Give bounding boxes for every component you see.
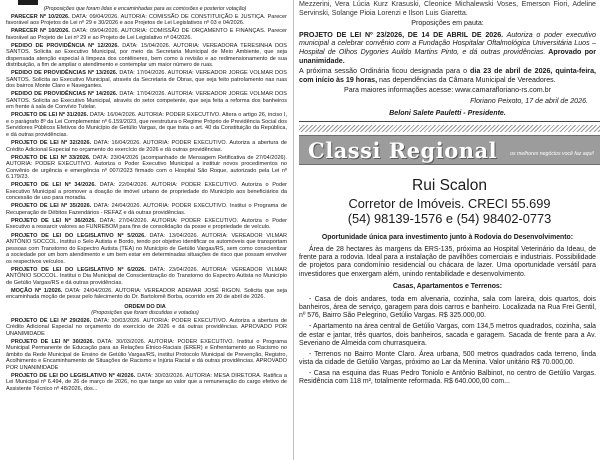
proposition-text: DATA: 17/04/2026. AUTORIA: VEREADOR JORGE VOLMAR DOS SANTOS. Solicita ao Executivo Municipal, através da Secretaria de Obras, que seja feito patrolamento nas ruas dos bairros Monte Claro e Navegantes.	[6, 70, 287, 90]
proposition-title: PROJETO DE LEI DO LEGISLATIVO Nº 6/2026.	[11, 266, 146, 273]
project-title: PROJETO DE LEI Nº 23/2026, DE 14 DE ABRIL DE 2026.	[299, 30, 504, 39]
proposition-entry	[6, 203, 287, 216]
proposition-text: DATA: 23/04/2026 (acompanhado de Mensagem Retificativa de 27/04/2026). AUTORIA: PODER EXECUTIVO. Autoriza o Poder Executivo Municipal a instituir novos procedimentos no Convênio de urgência e emergência nº 007/2023 firmado com o Hospital São Roque, autorizado pela Lei nº 6.179/23.	[6, 154, 287, 181]
column-divider	[293, 0, 294, 460]
proposition-entry	[6, 288, 287, 301]
section-rule	[299, 121, 600, 122]
proposition-text: DATA: 23/04/2026. AUTORIA: VEREADOR VILMAR ANTÔNIO SOCCOL. Institui o Dia Municipal de Conscientização do Transtorno do Espectro Autista no Município de Getúlio Vargas/RS e dá outras providências.	[6, 266, 288, 286]
project-entry	[299, 31, 596, 65]
project-description: Autoriza o poder executivo municipal a celebrar convênio com a Fundação Hospitalar Oftalmológica Universitária Luos – Hospital de Olhos Dygories Auildo Martins Pinto, e dá outras providências.	[299, 30, 596, 56]
proposition-title: PROJETO DE LEI Nº 35/2026.	[11, 203, 92, 210]
proposition-title: PEDIDO DE PROVIDÊNCIA Nº 12/2026.	[11, 42, 119, 49]
signature-name: Beloni Salete Pauletti - Presidente.	[389, 108, 506, 117]
proposition-entry	[6, 140, 287, 153]
proposition-text: DATA: 30/03/2026. AUTORIA: PODER EXECUTIVO. Autoriza a abertura de Crédito Adicional Especial no orçamento do exercício de 2026 e dá outras providências. APROVADO POR UNANIMIDADE	[6, 317, 287, 337]
readings-list	[0, 14, 290, 301]
proposition-text: DATA: 30/03/2026. AUTORIA: MESA DIRETORA. Ratifica a Lei Municipal nº 6.494, de 26 de março de 2026, no que tange ao valor que a remuneração do cargo efetivo de Assistente Técnico nº 48/2026, dos...	[6, 372, 287, 392]
right-column	[299, 0, 600, 460]
proposition-entry	[6, 218, 287, 231]
proposition-title: PROJETO DE LEI Nº 29/2026.	[11, 317, 92, 324]
proposition-title: PEDIDO DE PROVIDÊNCIAS Nº 14/2026.	[11, 91, 118, 98]
proposition-text: DATA: 24/04/2026. AUTORIA: VEREADOR ADEMAR JOSÉ RIGON. Solicita que seja encaminhada moção de pesar pelo falecimento do Dr. Bartolomê Borba, ocorrido em 20 de abril de 2026.	[6, 287, 287, 301]
proposition-entry	[6, 112, 287, 138]
proposition-text: DATA: 22/04/2026. AUTORIA: PODER EXECUTIVO. Autoriza o Poder Executivo Municipal a promover a doação de imóvel urbano de propriedade do Município aos beneficiários da concessão de uso para moradia.	[6, 182, 288, 202]
opportunity-heading: Oportunidade única para investimento junto à Rodovia do Desenvolvimento:	[321, 234, 574, 242]
readings-note: (Proposições que foram lidas e encaminhadas para as comissões e posterior votação)	[43, 6, 247, 12]
proposition-title: PROJETO DE LEI Nº 32/2026.	[11, 140, 92, 147]
proposition-text: DATA: 13/04/2026. AUTORIA: VEREADOR VILMAR ANTÔNIO SOCCOL. Institui o Selo Autista e Bordo, tendo por objetivo identificar os automóveis que transportam pessoas com Transtorno do Espectro Autista (TEA) no Município de Getúlio Vargas/RS, sem como conscientizar a sociedade por um bom atendimento e um bem estar em determinadas situações de risco que possam envolver os respectivos veículos.	[6, 232, 288, 265]
proposition-title: PROJETO DE LEI Nº 31/2026.	[11, 112, 89, 119]
advertiser-phones: (54) 98139-1576 e (54) 98402-0773	[347, 211, 552, 227]
classifieds-title: Classi Regional	[308, 137, 498, 163]
proposition-title: PROJETO DE LEI DO LEGISLATIVO Nº 4/2026.	[11, 372, 136, 379]
order-of-day-list	[0, 318, 290, 393]
agenda-label: Proposições em pauta:	[411, 19, 484, 28]
proposition-title: PROJETO DE LEI DO LEGISLATIVO Nº 5/2026.	[11, 232, 146, 239]
proposition-entry	[6, 233, 287, 266]
classifieds-banner	[299, 135, 600, 165]
land-description: Área de 28 hectares às margens da ERS-135, próxima ao Hospital Veterinário da Ideau, de frente para a rodovia. Ideal para a instalação de pavilhões comerciais e industriais. Possibilidade de projetos para condomínio residencial ou chácara de lazer. Uma oportunidade versátil para investidores que enxergam além, unindo rentabilidade e desenvolvimento.	[299, 245, 596, 278]
listing-item: - Terrenos no Bairro Monte Claro. Área urbana, 500 metros quadrados cada terreno, linda vista da cidade de Getúlio Vargas, próximo ao Lar da Menina. Valor unitário R$ 70.000,00.	[299, 350, 596, 367]
proposition-text: DATA: 24/04/2026. AUTORIA: PODER EXECUTIVO. Institui o Programa de Recuperação de Débitos Fazendários - REFAZ e dá outras providências.	[6, 203, 287, 216]
proposition-title: PROJETO DE LEI Nº 34/2026.	[11, 182, 96, 189]
column-header-strip	[18, 0, 38, 5]
proposition-title: PARECER Nº 10/2026.	[11, 13, 70, 20]
proposition-title: PARECER Nº 10/2026.	[11, 28, 70, 35]
listings-heading: Casas, Apartamentos e Terrenos:	[392, 283, 503, 291]
listing-item: - Casa na esquina das Ruas Pedro Toniolo e Antônio Balbinot, no centro de Getúlio Vargas. Residência com 118 m², totalmente reformada. R$ 640.000,00 com...	[299, 369, 596, 386]
proposition-text: DATA: 09/04/2026. AUTORIA: COMISSÃO DE ORÇAMENTO E FINANÇAS. Parecer favorável ao Projeto de Lei nº 29 e ao Projeto de Lei Legislativo nº 04/2026.	[6, 28, 287, 41]
proposition-entry	[6, 91, 287, 111]
advertiser-license: Corretor de Imóveis. CRECI 55.699	[348, 196, 551, 212]
proposition-entry	[6, 14, 287, 27]
proposition-entry	[6, 43, 287, 69]
session-minutes	[299, 0, 600, 117]
proposition-title: PROJETO DE LEI Nº 36/2026.	[11, 217, 96, 224]
next-session-text: A próxima sessão Ordinária ficou designada para o dia 23 de abril de 2026, quinta-feira, com início às 19 horas, nas dependências da Câmara Municipal de Vereadores.	[299, 67, 596, 84]
proposition-entry	[6, 28, 287, 41]
proposition-title: PROJETO DE LEI Nº 33/2026.	[11, 154, 91, 161]
website-reference: Para maiores informações acesse: www.camarafloriano-rs.com.br	[344, 86, 551, 95]
proposition-title: MOÇÃO Nº 1/2026.	[11, 287, 63, 294]
signature-date: Floriano Peixoto, 17 de abril de 2026.	[470, 96, 588, 105]
proposition-entry	[6, 318, 287, 338]
proposition-entry	[6, 155, 287, 181]
proposition-text: DATA: 09/04/2026. AUTORIA: COMISSÃO DE CONSTITUIÇÃO E JUSTIÇA. Parecer favorável aos Projetos de Lei nº 29 e 30/2026 e aos Projetos de Lei Legislativos nº 03 e 04/2026.	[6, 13, 287, 26]
attendees-text: Mezzerini, Vera Lúcia Kurz Krasuski, Cleonice Michalewski Voses, Emerson Fiori, Adeline Servinski, Solange Pioia Lorenzi e Ilson Luis Giaretta.	[299, 0, 596, 17]
proposition-title: PROJETO DE LEI Nº 30/2026.	[11, 338, 95, 345]
order-of-day-note: (Proposições que foram discutidas e votadas)	[91, 310, 199, 317]
proposition-text: DATA: 16/04/2026. AUTORIA: PODER EXECUTIVO. Altera o artigo 26, inciso I, e o parágrafo 8º da Lei Complementar nº 6.159/2023, que reestrutura o Regime Próprio de Previdência Social dos Servidores Públicos Efetivos do Município de Getúlio Vargas, de que trata o art. 40 da Constituição da República, e dá outras providências.	[6, 112, 288, 138]
proposition-entry	[6, 373, 287, 393]
proposition-text: DATA: 15/04/2026. AUTORIA: VEREADORA TERESINHA DOS SANTOS. Solicita ao Executivo Municipal, por meio da Secretaria Municipal de Meio Ambiente, que seja dispensada atenção especial à limpeza dos contêineres, bem como à revisão e ao redimensionamento de sua distribuição, a fim de ampliar o atendimento e contemplar um maior número de ruas.	[6, 42, 287, 69]
proposition-entry	[6, 267, 287, 287]
proposition-entry	[6, 339, 287, 372]
proposition-text: DATA: 27/04/2026. AUTORIA: PODER EXECUTIVO. Autoriza o Poder Executivo a ressarcir valores ao FUNREBOM para fins de consolidação da posse e propriedade de veículo.	[6, 217, 288, 231]
left-column	[0, 0, 290, 460]
proposition-text: DATA: 30/03/2026. AUTORIA: PODER EXECUTIVO. Institui o Programa Municipal Permanente de Educação para as Relações Étnico-Raciais (ERER) e Enfrentamento ao Racismo no âmbito da Rede Municipal de Ensino de Getúlio Vargas/RS, institui Protocolo Municipal de Prevenção, Registro, Acolhimento e Encaminhamento de Situações de Racismo e Injúria Racial e dá outras providências. APROVADO POR UNANIMIDADE	[6, 338, 287, 371]
project-result: Aprovado por unanimidade.	[299, 47, 596, 65]
listing-item: - Casa de dois andares, toda em alvenaria, cozinha, sala com lareira, dois quartos, dois banheiros, área de serviço, garagem para dois carros e banheiro. Localizada na Rua Frei Gentil, nº 576, Bairro São Pelegrino, Getúlio Vargas. R$ 325.000,00.	[299, 295, 596, 320]
hatched-separator	[299, 125, 600, 132]
advertiser-name: Rui Scalon	[412, 177, 487, 195]
proposition-entry	[6, 70, 287, 90]
ad-body	[299, 234, 596, 387]
classifieds-tagline: os melhores negócios você faz aqui!	[510, 151, 594, 158]
listing-item: - Apartamento na área central de Getúlio Vargas, com 134,5 metros quadrados, cozinha, sala de estar e jantar, três quartos, dois banheiros, sacada e garagem. Sacada de frente para a Av. Severiano de Almeida com churrasqueira.	[299, 323, 596, 347]
proposition-text: DATA: 17/04/2026. AUTORIA: VEREADOR JORGE VOLMAR DOS SANTOS. Solicita ao Executivo Municipal, através do setor competente, que seja feita a reforma dos banheiros em frente à sala de Convívio Tutelar.	[6, 91, 287, 111]
advertiser-contact	[299, 196, 600, 226]
proposition-entry	[6, 182, 287, 202]
proposition-title: PEDIDO DE PROVIDÊNCIAS Nº 13/2026.	[11, 70, 118, 77]
proposition-text: DATA: 16/04/2026. AUTORIA: PODER EXECUTIVO. Autoriza a abertura de Crédito Adicional Especial no orçamento do exercício de 2026 e dá outras providências.	[6, 140, 287, 153]
order-of-day-heading: ORDEM DO DIA	[124, 303, 166, 310]
